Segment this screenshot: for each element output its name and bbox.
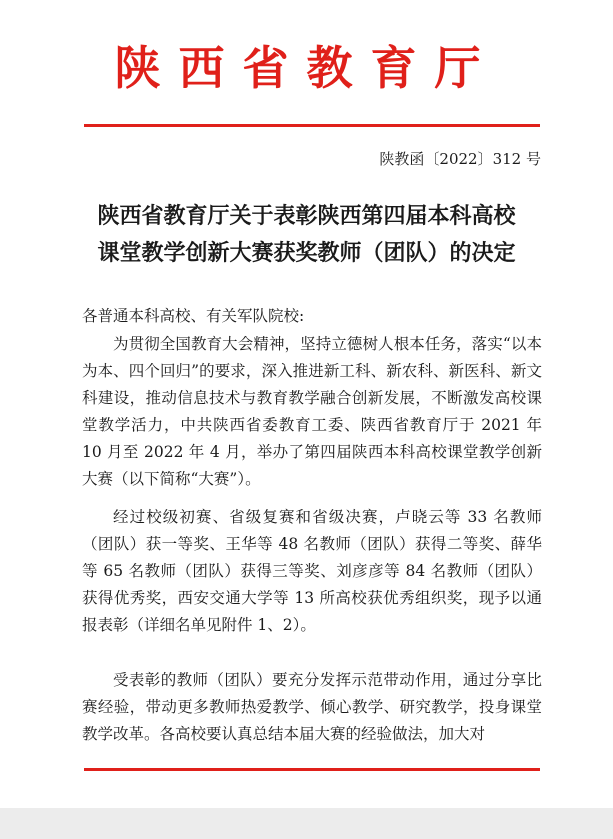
- document-number: 陕教函〔2022〕312 号: [379, 150, 541, 168]
- document-title-line-2: 课堂教学创新大赛获奖教师（团队）的决定: [97, 240, 516, 266]
- body-paragraph-2: 经过校级初赛、省级复赛和省级决赛，卢晓云等 33 名教师（团队）获一等奖、王华等 48 名教师（团队）获得二等奖、薛华等 65 名教师（团队）获得三等奖、刘彦彦等 84 名教师（团队）获得优秀奖，西安交通大学等 13 所高校获优秀组织奖，现予以通报表彰（详细名单见附件 1、2）。: [82, 508, 542, 634]
- document-title-line-1: 陕西省教育厅关于表彰陕西第四届本科高校: [97, 203, 516, 229]
- body-paragraph-1: 为贯彻全国教育大会精神，坚持立德树人根本任务，落实“以本为本、四个回归”的要求，深入推进新工科、新农科、新医科、新文科建设，推动信息技术与教育教学融合创新发展，不断激发高校课堂教学活力，中共陕西省委教育工委、陕西省教育厅于 2021 年 10 月至 2022 年 4 月，举办了第四届陕西本科高校课堂教学创新大赛（以下简称“大赛”）。: [82, 335, 542, 488]
- red-header-rule: [84, 124, 540, 127]
- issuing-authority-header: 陕西省教育厅: [114, 41, 499, 95]
- body-paragraph-3: 受表彰的教师（团队）要充分发挥示范带动作用，通过分享比赛经验，带动更多教师热爱教学、倾心教学、研究教学，投身课堂教学改革。各高校要认真总结本届大赛的经验做法，加大对: [82, 671, 542, 743]
- viewer-background: [0, 808, 613, 839]
- red-footer-rule: [84, 768, 540, 771]
- salutation: 各普通本科高校、有关军队院校:: [82, 307, 305, 325]
